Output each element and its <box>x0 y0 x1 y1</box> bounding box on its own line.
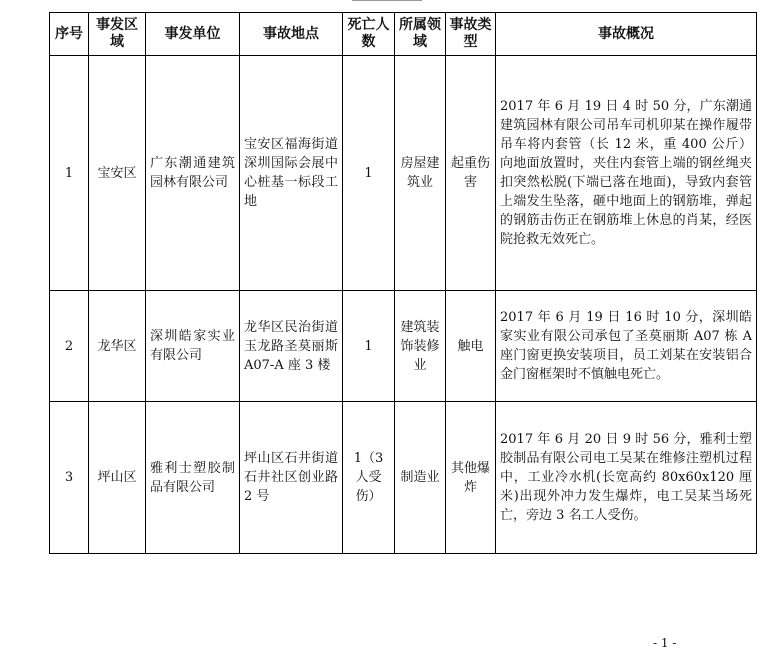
header-type: 事故类型 <box>446 13 496 56</box>
cell-deaths: 1 <box>343 291 395 402</box>
header-deaths: 死亡人数 <box>343 13 395 56</box>
cell-district: 龙华区 <box>89 291 146 402</box>
cell-field: 制造业 <box>395 402 446 554</box>
cell-district: 宝安区 <box>89 56 146 291</box>
table-header-row <box>50 13 757 56</box>
cell-no: 2 <box>50 291 89 402</box>
table-row <box>50 402 757 554</box>
cell-type: 其他爆炸 <box>446 402 496 554</box>
cell-field: 建筑装饰装修业 <box>395 291 446 402</box>
cell-type: 起重伤害 <box>446 56 496 291</box>
cell-unit: 雅利士塑胶制品有限公司 <box>146 402 240 554</box>
cell-summary: 2017 年 6 月 20 日 9 时 56 分，雅利士塑胶制品有限公司电工吴某在维修注塑机过程中，工业冷水机(长宽高约 80x60x120 厘米)出现外冲力发生爆炸，电工吴某当场死亡，旁边 3 名工人受伤。 <box>496 402 757 554</box>
cell-unit: 深圳皓家实业有限公司 <box>146 291 240 402</box>
header-no: 序号 <box>50 13 89 56</box>
header-district: 事发区域 <box>89 13 146 56</box>
cell-no: 1 <box>50 56 89 291</box>
cell-district: 坪山区 <box>89 402 146 554</box>
cell-deaths: 1 <box>343 56 395 291</box>
header-summary: 事故概况 <box>496 13 757 56</box>
cell-summary: 2017 年 6 月 19 日 16 时 10 分，深圳皓家实业有限公司承包了圣莫丽斯 A07 栋 A 座门窗更换安装项目，员工刘某在安装铝合金门窗框架时不慎触电死亡。 <box>496 291 757 402</box>
accident-table <box>49 12 757 554</box>
table-row <box>50 56 757 291</box>
cell-deaths: 1（3 人受伤） <box>343 402 395 554</box>
cell-summary: 2017 年 6 月 19 日 4 时 50 分，广东潮通建筑园林有限公司吊车司机卯某在操作履带吊车将内套管（长 12 米，重 400 公斤）向地面放置时，夹住内套管上端的钢丝绳夹扣突然松脱(下端已落在地面)，导致内套管上端发生坠落，砸中地面上的钢筋堆，弹起的钢筋击伤正在钢筋堆上休息的肖某，经医院抢救无效死亡。 <box>496 56 757 291</box>
page-number: - 1 - <box>653 636 677 650</box>
cell-location: 龙华区民治街道玉龙路圣莫丽斯 A07-A 座 3 楼 <box>240 291 343 402</box>
cell-no: 3 <box>50 402 89 554</box>
cell-field: 房屋建筑业 <box>395 56 446 291</box>
cell-unit: 广东潮通建筑园林有限公司 <box>146 56 240 291</box>
cell-location: 坪山区石井街道石井社区创业路 2 号 <box>240 402 343 554</box>
table-row <box>50 291 757 402</box>
cell-location: 宝安区福海街道深圳国际会展中心桩基一标段工地 <box>240 56 343 291</box>
header-field: 所属领域 <box>395 13 446 56</box>
header-unit: 事发单位 <box>146 13 240 56</box>
header-location: 事故地点 <box>240 13 343 56</box>
top-divider <box>352 0 422 4</box>
cell-type: 触电 <box>446 291 496 402</box>
